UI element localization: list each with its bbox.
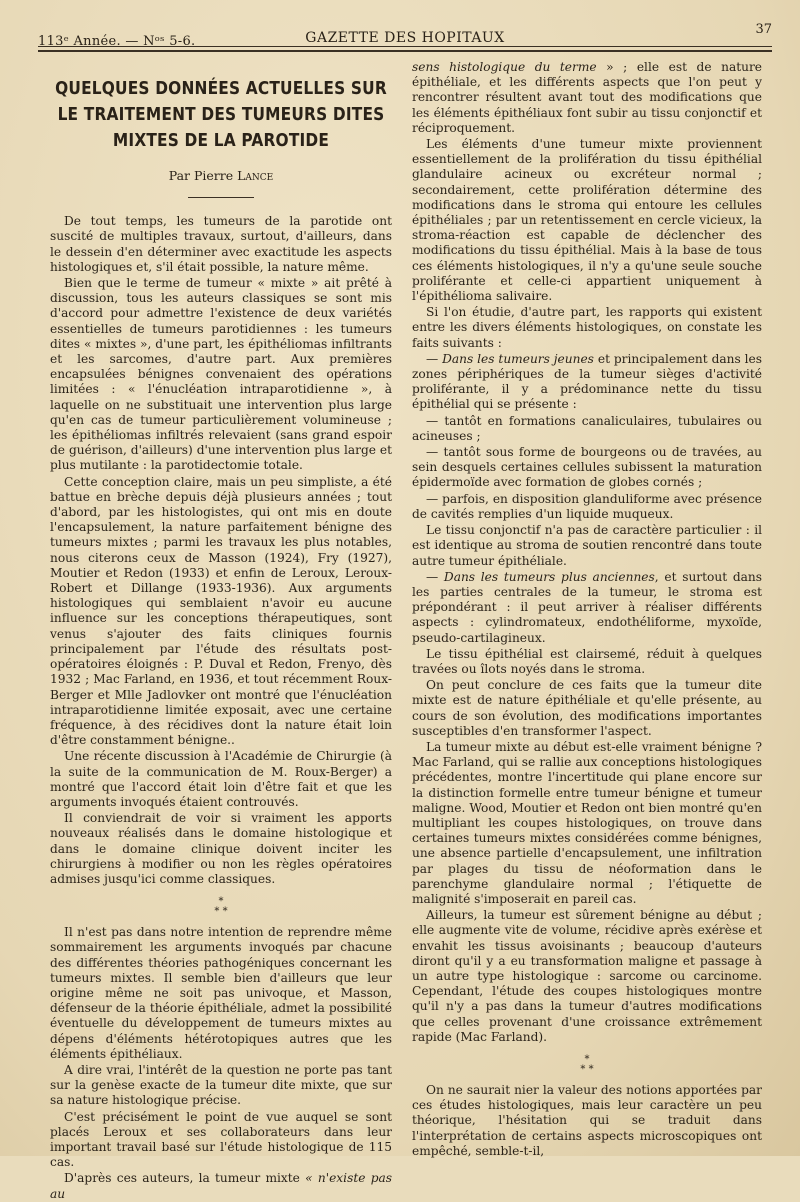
paragraph: Une récente discussion à l'Académie de Chirurgie (à la suite de la communication de M. Roux-Berger) a montré que l'accord était loin d'être fait et que les arguments invoqués étaient controuvés. xyxy=(50,749,392,809)
author-prefix: Par Pierre xyxy=(168,168,234,183)
paragraph: On ne saurait nier la valeur des notions apportées par ces études histologiques, mais leur caractère un peu théorique, l'hésitation qui se traduit dans l'interprétation de certains aspects microscopiques ont empêché, semble-t-il, xyxy=(412,1083,762,1158)
article-author xyxy=(50,168,392,183)
paragraph: Il n'est pas dans notre intention de reprendre même sommairement les arguments invoqués par chacune des différentes théories pathogéniques concernant les tumeurs mixtes. Il semble bien d'ailleurs que leur origine même ne soit pas univoque, et Masson, défenseur de la théorie épithéliale, admet la possibilité éventuelle du développement de tumeurs mixtes au dépens d'éléments hétérotopiques autres que les éléments épithéliaux. xyxy=(50,925,392,1061)
paragraph-emphasis: « n'existe pas au xyxy=(50,1171,393,1201)
paragraph xyxy=(412,352,762,413)
paragraph-text: » ; elle est de nature épithéliale, et les différents aspects que l'on peut y rencontrer résultent avant tout des modifications que les éléments épithéliaux font subir au tissu conjonctif et réciproquement. xyxy=(412,60,762,135)
paragraph xyxy=(412,570,762,646)
list-item: — tantôt sous forme de bourgeons ou de travées, au sein desquels certaines cellules subissent la maturation épidermoïde avec formation de globes cornés ; xyxy=(412,445,762,490)
left-column xyxy=(50,62,393,1201)
paragraph-text: , et surtout dans les parties centrales de la tumeur, le stroma est prépondérant : il peut arriver à réaliser différents aspects : cylindromateux, endothéliforme, myxoïde, pseudo-cartilagineux. xyxy=(412,569,763,645)
paragraph xyxy=(412,60,762,136)
header-rule-thick xyxy=(38,50,772,52)
paragraph: Le tissu conjonctif n'a pas de caractère particulier : il est identique au stroma de soutien rencontré dans toute autre tumeur épithéliale. xyxy=(412,523,762,568)
header-rule xyxy=(38,46,772,47)
list-item: — tantôt en formations canaliculaires, tubulaires ou acineuses ; xyxy=(412,413,762,443)
paragraph: A dire vrai, l'intérêt de la question ne porte pas tant sur la genèse exacte de la tumeur dite mixte, que sur sa nature histologique précise. xyxy=(50,1062,392,1108)
page-header xyxy=(38,22,772,52)
page-number: 37 xyxy=(755,22,772,37)
article-title: QUELQUES DONNÉES ACTUELLES SUR LE TRAITEMENT DES TUMEURS DITES MIXTES DE LA PAROTIDE xyxy=(55,79,387,151)
title-separator-rule xyxy=(188,197,254,198)
paragraph-text: et principalement dans les zones périphériques de la tumeur sièges d'activité proliférante, il y a prédominance nette du tissu épithélial qui se présente : xyxy=(412,351,763,412)
paragraph: La tumeur mixte au début est-elle vraiment bénigne ? Mac Farland, qui se rallie aux conceptions histologiques précédentes, montre l'incertitude qui plane encore sur la distinction formelle entre tumeur bénigne et tumeur maligne. Wood, Moutier et Redon ont bien montré qu'en multipliant les coupes histologiques, on trouve dans certaines tumeurs mixtes considérées comme bénignes, une absence partielle d'encapsulement, une infiltration par plages du tissu de néoformation dans le parenchyme glandulaire normal ; l'étiquette de malignité s'imposerait en pareil cas. xyxy=(412,739,762,906)
paragraph-emphasis: Dans les tumeurs plus anciennes xyxy=(443,569,655,584)
paragraph-emphasis: Dans les tumeurs jeunes xyxy=(442,351,594,366)
paragraph: Si l'on étudie, d'autre part, les rapports qui existent entre les divers éléments histologiques, on constate les faits suivants : xyxy=(412,305,762,350)
section-asterism: * * * xyxy=(580,1054,594,1075)
dash: — xyxy=(426,351,443,366)
dash: — xyxy=(426,569,444,584)
list-item: — parfois, en disposition glanduliforme avec présence de cavités remplies d'un liquide muqueux. xyxy=(412,491,762,521)
paragraph: Cette conception claire, mais un peu simpliste, a été battue en brèche depuis déjà plusieurs années ; tout d'abord, par les histologistes, qui ont mis en doute l'encapsulement, la nature parfaitement bénigne des tumeurs mixtes ; parmi les travaux les plus notables, nous citerons ceux de Masson (1924), Fry (1927), Moutier et Redon (1933) et enfin de Leroux, Leroux-Robert et Dillange (1933-1936). Aux arguments histologiques qui semblaient n'avoir eu aucune influence sur les conceptions thérapeutiques, sont venus s'ajouter des faits cliniques fournis principalement par l'étude des résultats post-opératoires éloignés : P. Duval et Redon, Frenyo, dès 1932 ; Mac Farland, en 1936, et tout récemment Roux-Berger et Mlle Jadlovker ont montré que l'énucléation intraparotidienne limitée exposait, avec une certaine fréquence, à des récidives dont la nature était loin d'être constamment bénigne.. xyxy=(50,474,392,748)
paragraph: Bien que le terme de tumeur « mixte » ait prêté à discussion, tous les auteurs classiques se sont mis d'accord pour admettre l'existence de deux variétés essentielles de tumeurs parotidiennes : les tumeurs dites « mixtes », d'une part, les épithéliomas infiltrants et les sarcomes, d'autre part. Aux premières encapsulées bénignes convenaient des opérations limitées : « l'énucléation intraparotidienne », à laquelle on ne substituait une intervention plus large qu'en cas de tumeur particulièrement volumineuse ; les épithéliomas infiltrés relevaient (sans grand espoir de guérison, d'ailleurs) d'une intervention plus large et plus mutilante : la parotidectomie totale. xyxy=(50,276,392,473)
paragraph: Le tissu épithélial est clairsemé, réduit à quelques travées ou îlots noyés dans le stroma. xyxy=(412,646,762,676)
author-name: Lance xyxy=(237,168,274,183)
paragraph: De tout temps, les tumeurs de la parotide ont suscité de multiples travaux, surtout, d'ailleurs, dans le dessein d'en déterminer avec exactitude les aspects histologiques et, s'il était possible, la nature même. xyxy=(50,214,392,274)
paragraph: Il conviendrait de voir si vraiment les apports nouveaux réalisés dans le domaine histologique et dans le domaine clinique doivent inciter les chirurgiens à modifier ou non les règles opératoires admises jusqu'ici comme classiques. xyxy=(50,811,392,886)
paragraph: Ailleurs, la tumeur est sûrement bénigne au début ; elle augmente vite de volume, récidive après exérèse et envahit les tissus avoisinants ; beaucoup d'auteurs diront qu'il y a eu transformation maligne et passage à un autre type histologique : sarcome ou carcinome. Cependant, l'étude des coupes histologiques montre qu'il n'y a pas dans la tumeur d'autres modifications que celles provenant d'une croissance extrêmement rapide (Mac Farland). xyxy=(412,908,762,1044)
paragraph xyxy=(50,1171,392,1201)
issue-info: 113ᵉ Année. — Nᵒˢ 5-6. xyxy=(38,34,196,49)
paragraph: On peut conclure de ces faits que la tumeur dite mixte est de nature épithéliale et qu'elle présente, au cours de son évolution, des modifications importantes susceptibles d'en transformer l'aspect. xyxy=(412,678,762,738)
paragraph: C'est précisément le point de vue auquel se sont placés Leroux et ses collaborateurs dans leur important travail basé sur l'étude histologique de 115 cas. xyxy=(50,1109,392,1170)
paragraph-text: D'après ces auteurs, la tumeur mixte xyxy=(64,1171,300,1186)
right-column xyxy=(412,60,763,1158)
paragraph: Les éléments d'une tumeur mixte proviennent essentiellement de la prolifération du tissu épithélial glandulaire acineux ou excréteur normal ; secondairement, cette prolifération détermine des modifications dans le stroma qui entoure les cellules épithéliales ; par un retentissement en cercle vicieux, la stroma-réaction est capable de déclencher des modifications du tissu épithélial. Mais à la base de tous ces éléments histologiques, il n'y a qu'une seule souche proliférante et celle-ci appartient uniquement à l'épithélioma salivaire. xyxy=(412,137,762,304)
journal-title: GAZETTE DES HOPITAUX xyxy=(305,30,505,46)
paragraph-emphasis: sens histologique du terme xyxy=(412,60,597,74)
section-asterism: * * * xyxy=(214,896,228,918)
